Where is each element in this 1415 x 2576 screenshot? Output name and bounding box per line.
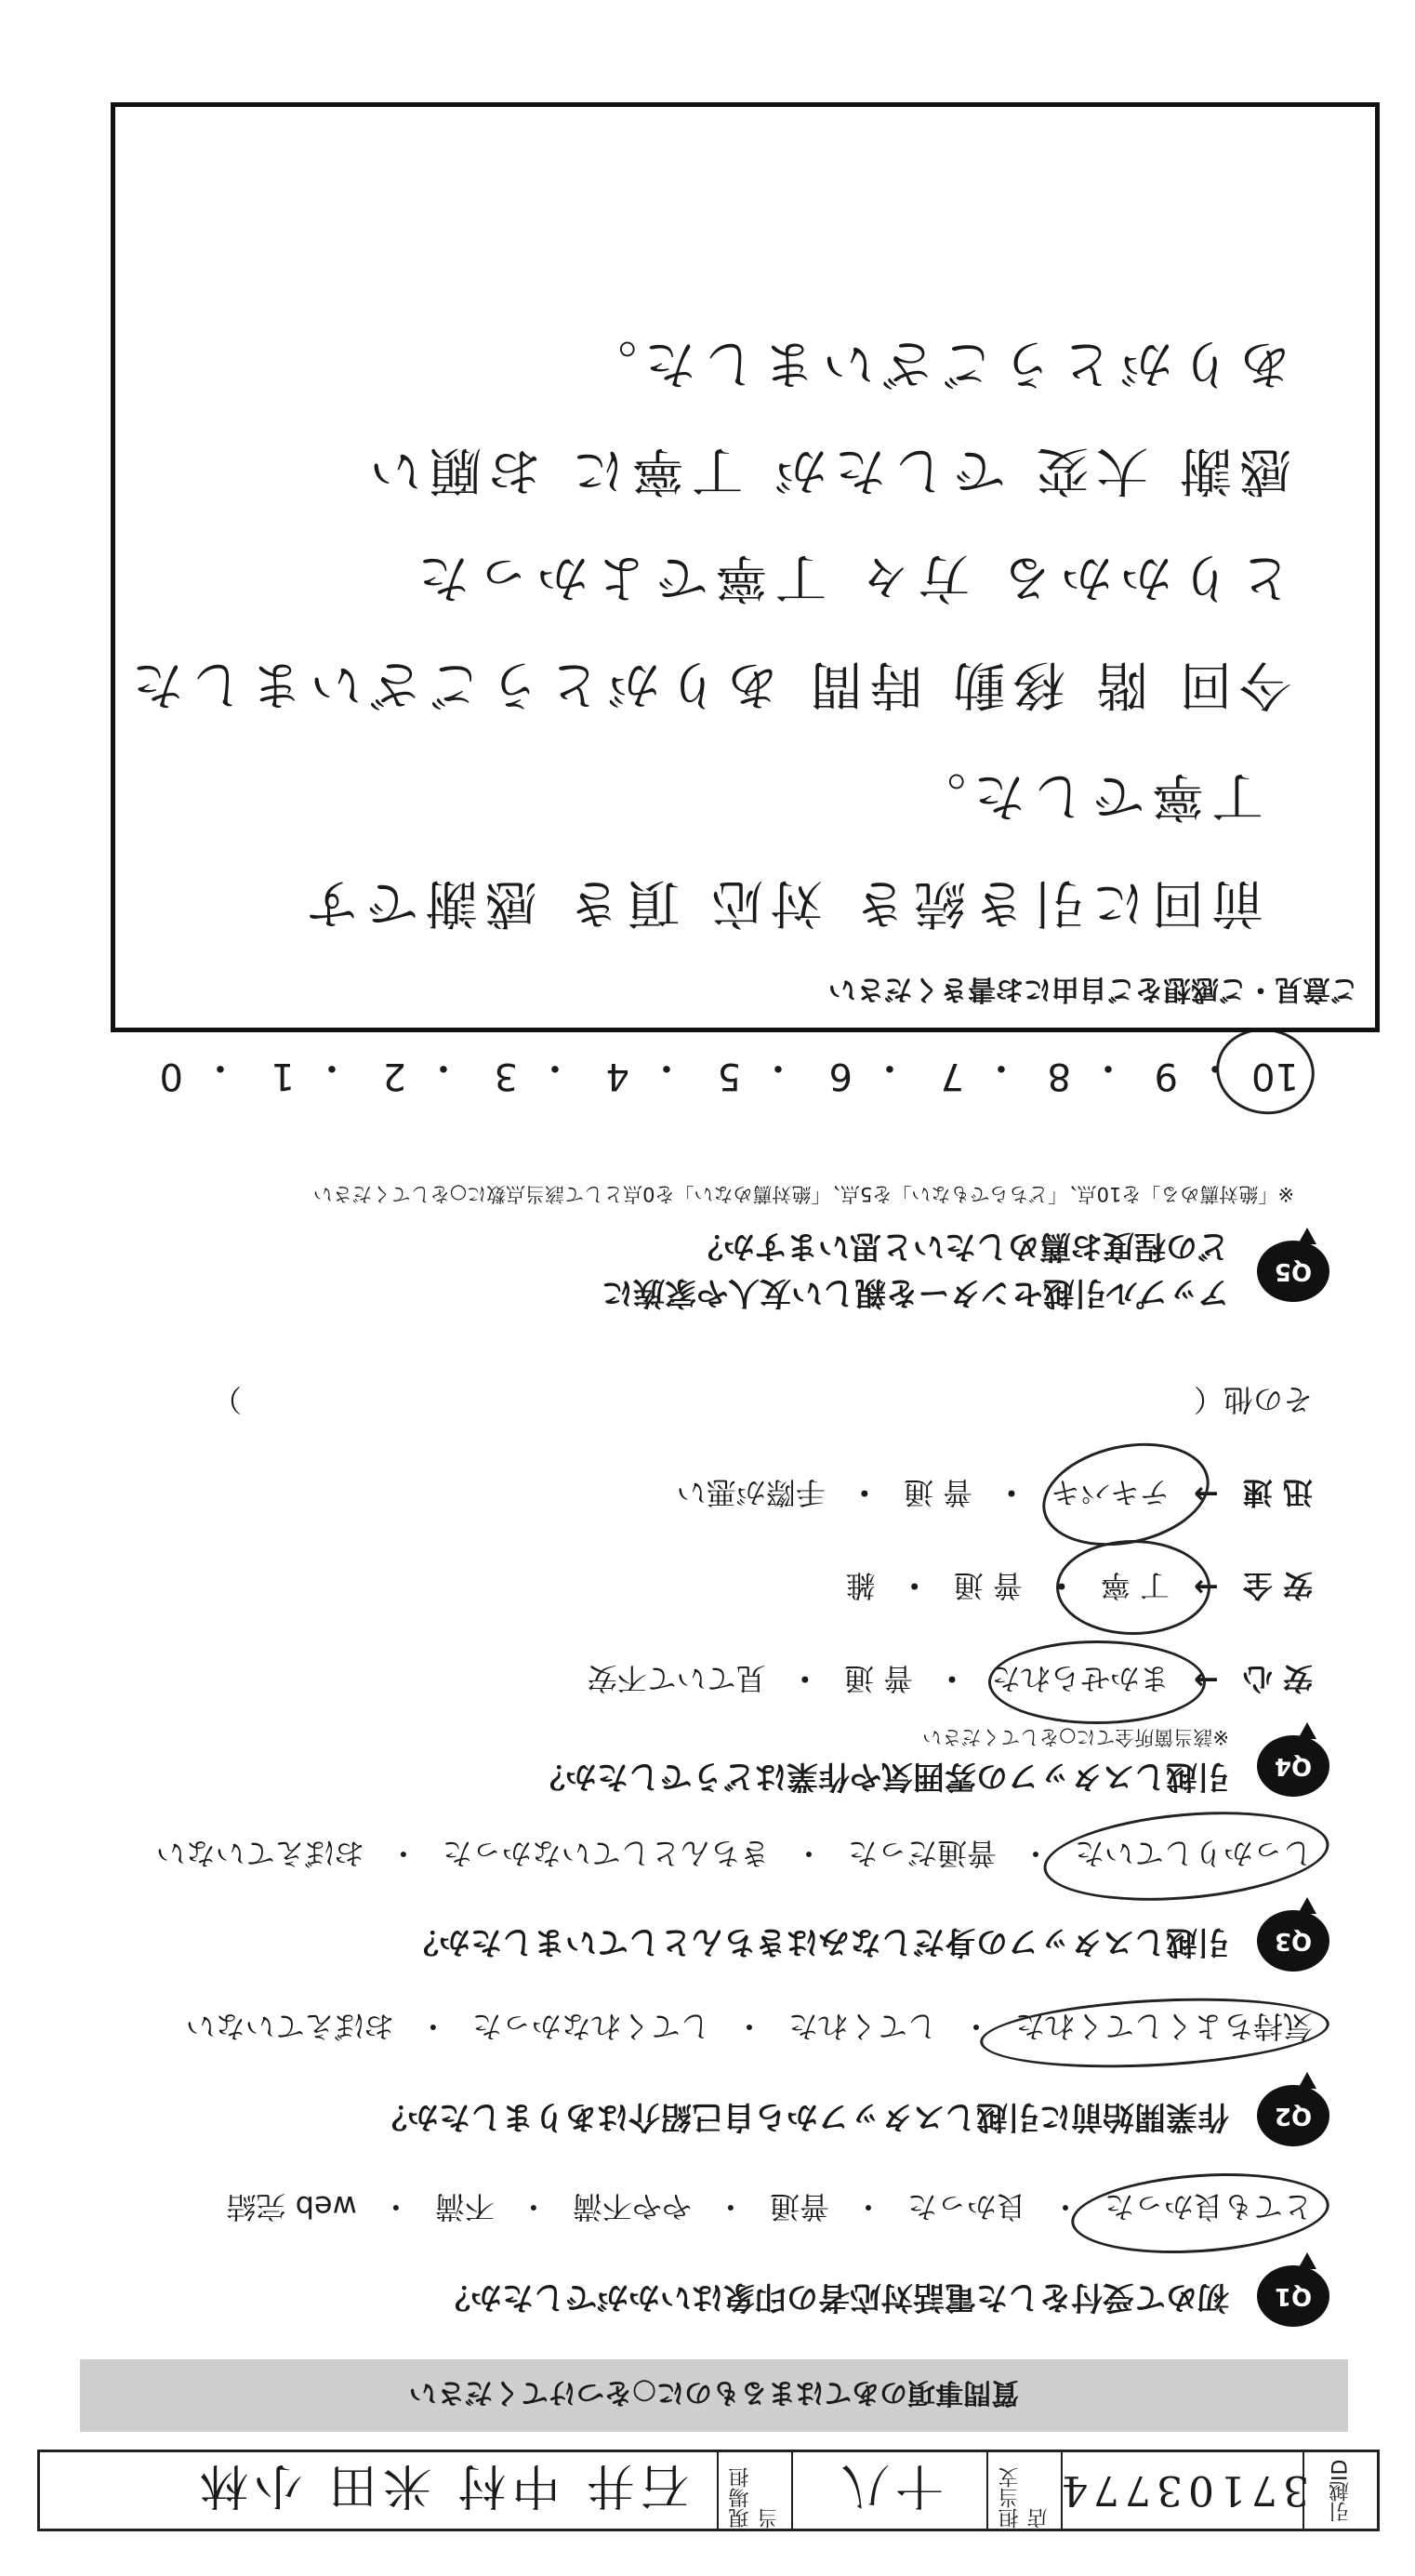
header-row bbox=[37, 2450, 1380, 2531]
q4-row-label: 迅 速 bbox=[1242, 1475, 1313, 1510]
q4-option[interactable]: 普 通 bbox=[953, 1568, 1023, 1603]
q2-icon: Q2 bbox=[1257, 2085, 1329, 2146]
q3-icon: Q3 bbox=[1257, 1910, 1329, 1972]
comment-label: ご意見・ご感想をご自由にお書きください bbox=[828, 973, 1358, 1005]
q2-options: 気持ちよくしてくれた ・ してくれた ・ してくれなかった ・ おぼえていない bbox=[186, 2007, 1313, 2050]
q4-note: ※該当箇所全てに○をしてください bbox=[922, 1726, 1229, 1748]
q4-option[interactable]: 雑 bbox=[845, 1568, 876, 1603]
branch-label: 担当支店 bbox=[986, 2452, 1061, 2529]
comment-line: 丁寧でした。 bbox=[906, 765, 1263, 826]
comment-line: 前回に引き続き 対応 頂き 感謝です bbox=[298, 872, 1263, 933]
q4-option[interactable]: まかせられた bbox=[991, 1661, 1170, 1696]
q1-selection-circle bbox=[1068, 2165, 1331, 2261]
q4-icon: Q4 bbox=[1257, 1735, 1329, 1797]
q2-text: 作業開始前に引越しスタッフから自己紹介はありましたか？ bbox=[376, 2098, 1229, 2135]
q2-selection-circle bbox=[978, 1990, 1330, 2076]
q1-option[interactable]: やや不満 bbox=[572, 2189, 692, 2224]
q5-selection-circle bbox=[1210, 1020, 1321, 1122]
q4-other[interactable]: その他（ ） bbox=[211, 1382, 1313, 1417]
q3-option[interactable]: しっかりしていた bbox=[1074, 1836, 1313, 1871]
branch-value: 十八 bbox=[791, 2452, 986, 2529]
comment-line: 今回 階 移動 時間 ありがとうございました bbox=[124, 654, 1291, 714]
q3-selection-circle bbox=[1040, 1801, 1333, 1911]
comment-line: 感謝 大変 でしたが 丁寧に お願い bbox=[362, 440, 1291, 500]
q1-option[interactable]: 普通 bbox=[769, 2189, 829, 2224]
leader-value: 石井 中村 米田 小林 bbox=[194, 2457, 689, 2514]
q5-score-9[interactable]: 9 bbox=[1154, 1055, 1178, 1097]
id-label: 引越ID bbox=[1303, 2452, 1377, 2529]
q1-option[interactable]: とても良かった bbox=[1104, 2189, 1313, 2224]
comment-section bbox=[111, 0, 1380, 1032]
comment-line: ありがとうございました。 bbox=[577, 333, 1291, 393]
q4-option[interactable]: 手際が悪い bbox=[676, 1475, 826, 1510]
q5-score-3[interactable]: 3 bbox=[494, 1055, 518, 1097]
q5-score-6[interactable]: 6 bbox=[828, 1055, 853, 1097]
q1-option[interactable]: 良かった bbox=[906, 2189, 1026, 2224]
q3-text: 引越しスタッフの身だしなみはきちんとしていましたか？ bbox=[407, 1923, 1229, 1960]
comment-box[interactable] bbox=[111, 102, 1380, 1032]
q5-icon: Q5 bbox=[1257, 1241, 1329, 1302]
q2-option[interactable]: してくれた bbox=[787, 2009, 937, 2044]
q3-options: しっかりしていた ・ 普通だった ・ きちんとしていなかった ・ おぼえていない bbox=[156, 1834, 1313, 1877]
q4-text: 引越しスタッフの雰囲気や作業はどうでしたか？ bbox=[534, 1758, 1229, 1795]
q5-text-line1: アップル引越センターを親しい友人や家族に bbox=[602, 1274, 1229, 1311]
q5-note: ※「絶対薦める」を10点、「どちらでもない」を5点、「絶対薦めない」を0点として該当点数に○をしてください bbox=[312, 1183, 1294, 1205]
survey-sheet: 引越ID 37103774 担当支店 十八 現場担当 石井 中村 米田 小林 質問事項のあてはまるものに○をつけてください Q1 初めて受付をした電話対応者の印象はいかがでしたか？ とても良かった ・ 良かった ・ 普通 ・ やや不満 ・ 不満 ・ web 完結 Q2 作業開始前に引越しスタッフから自己紹介はありましたか？ 気持ちよくしてくれた ・ してくれた ・ してくれなかった ・ おぼえていない Q3 引越しスタッフの身だしなみはきちんとしていましたか？ しっかりしていた ・ 普通だった ・ きちんとしていなかった ・ おぼえていない Q4 引越しスタッフの雰囲気や作業はどうでしたか？ ※該当箇所全てに○をしてください 安 心 → まかせられた ・ 普 通 ・ 見ていて不安 安 全 → 丁 寧 ・ 普 通 ・ 雑 迅 速 → テキパキ ・ 普 通 ・ 手際が悪い その他（ ） Q5 アップル引越センターを親しい友人や家族に どの程度お薦めしたいと思いますか？ ※「絶対薦める」を10点、「どちらでもない」を5点、「絶対薦めない」を0点として該当点数に○をしてください 10 ・ 9 ・ 8 ・ 7 ・ 6 ・ 5 ・ 4 ・ 3 ・ 2 ・ 1 ・ 0 ご意見・ご感想をご自由にお書きください 前回に引き続き 対応 頂き 感謝です 丁寧でした。 今回 階 移動 時間 ありがとうございました とりかかる 方々 丁寧でよかった 感謝 大変 でしたが 丁寧に お願い ありがとうございました。 bbox=[0, 0, 1415, 2576]
q4-row-anshin: 安 心 → まかせられた ・ 普 通 ・ 見ていて不安 bbox=[588, 1659, 1313, 1702]
q3-option[interactable]: おぼえていない bbox=[155, 1836, 364, 1871]
q5-score-4[interactable]: 4 bbox=[605, 1055, 629, 1097]
q4-option[interactable]: 見ていて不安 bbox=[587, 1661, 766, 1696]
q5-score-10[interactable]: 10 bbox=[1251, 1055, 1299, 1097]
q4-anzen-circle bbox=[1056, 1540, 1210, 1635]
q4-option[interactable]: 丁 寧 bbox=[1100, 1568, 1170, 1603]
q4-option[interactable]: 普 通 bbox=[843, 1661, 913, 1696]
q4-anshin-circle bbox=[988, 1640, 1206, 1724]
q2-option[interactable]: 気持ちよくしてくれた bbox=[1014, 2009, 1313, 2044]
q4-row-label: 安 全 bbox=[1242, 1568, 1313, 1603]
q5-text-line2: どの程度お薦めしたいと思いますか？ bbox=[692, 1228, 1229, 1265]
leader-label: 現場担当 bbox=[717, 2452, 791, 2529]
q1-options: とても良かった ・ 良かった ・ 普通 ・ やや不満 ・ 不満 ・ web 完結 bbox=[226, 2187, 1313, 2230]
q1-option[interactable]: web 完結 bbox=[226, 2189, 357, 2224]
instruction-banner: 質問事項のあてはまるものに○をつけてください bbox=[80, 2359, 1348, 2432]
q3-option[interactable]: きちんとしていなかった bbox=[442, 1836, 770, 1871]
q4-option[interactable]: 普 通 bbox=[903, 1475, 972, 1510]
q1-text: 初めて受付をした電話対応者の印象はいかがでしたか？ bbox=[439, 2278, 1229, 2316]
q1-icon: Q1 bbox=[1257, 2265, 1329, 2327]
q4-row-label: 安 心 bbox=[1242, 1661, 1313, 1696]
comment-line: とりかかる 方々 丁寧でよかった bbox=[410, 547, 1291, 607]
q2-option[interactable]: おぼえていない bbox=[185, 2009, 394, 2044]
q4-jinsoku-circle bbox=[1033, 1428, 1219, 1560]
q5-score-8[interactable]: 8 bbox=[1047, 1055, 1071, 1097]
q5-score-7[interactable]: 7 bbox=[940, 1055, 964, 1097]
q1-option[interactable]: 不満 bbox=[434, 2189, 495, 2224]
q4-row-jinsoku: 迅 速 → テキパキ ・ 普 通 ・ 手際が悪い bbox=[677, 1473, 1313, 1516]
q3-option[interactable]: 普通だった bbox=[847, 1836, 997, 1871]
q2-option[interactable]: してくれなかった bbox=[471, 2009, 710, 2044]
q5-score-0[interactable]: 0 bbox=[159, 1055, 183, 1097]
q5-score-1[interactable]: 1 bbox=[271, 1055, 295, 1097]
q5-score-2[interactable]: 2 bbox=[382, 1055, 406, 1097]
q4-row-anzen: 安 全 → 丁 寧 ・ 普 通 ・ 雑 bbox=[846, 1566, 1313, 1609]
q4-option[interactable]: テキパキ bbox=[1051, 1475, 1170, 1510]
q5-score-5[interactable]: 5 bbox=[717, 1055, 741, 1097]
id-value: 37103774 bbox=[1061, 2452, 1303, 2529]
